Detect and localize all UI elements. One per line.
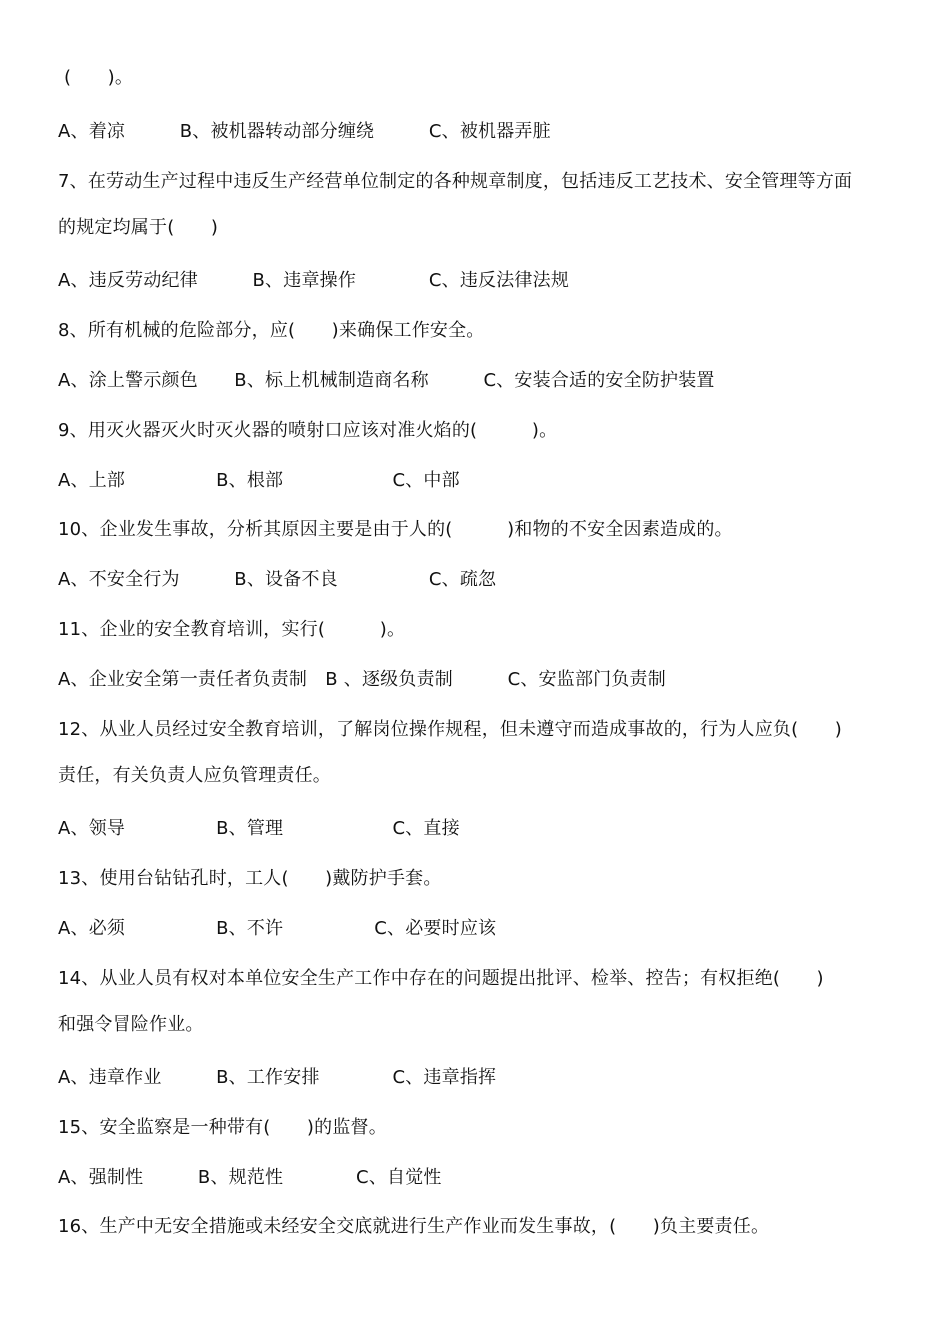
q8-stem: 8、所有机械的危险部分，应( )来确保工作安全。 <box>58 320 485 341</box>
q7-options: A、违反劳动纪律 B、违章操作 C、违反法律法规 <box>58 270 570 291</box>
q7-stem: 7、在劳动生产过程中违反生产经营单位制定的各种规章制度，包括违反工艺技术、安全管理等方面 <box>58 171 853 192</box>
q12-stem-continuation: 责任，有关负责人应负管理责任。 <box>58 765 331 786</box>
q13-stem: 13、使用台钻钻孔时，工人( )戴防护手套。 <box>58 868 442 889</box>
q11-stem: 11、企业的安全教育培训，实行( )。 <box>58 619 406 640</box>
q9-stem: 9、用灭火器灭火时灭火器的喷射口应该对准火焰的( )。 <box>58 420 558 441</box>
q11-options: A、企业安全第一责任者负责制 B 、逐级负责制 C、安监部门负责制 <box>58 669 666 690</box>
q8-options: A、涂上警示颜色 B、标上机械制造商名称 C、安装合适的安全防护装置 <box>58 370 715 391</box>
q9-options: A、上部 B、根部 C、中部 <box>58 470 460 491</box>
q7-stem-continuation: 的规定均属于( ) <box>58 217 219 238</box>
q15-stem: 15、安全监察是一种带有( )的监督。 <box>58 1117 387 1138</box>
q14-stem-continuation: 和强令冒险作业。 <box>58 1014 204 1035</box>
q12-stem: 12、从业人员经过安全教育培训，了解岗位操作规程，但未遵守而造成事故的，行为人应负( ) <box>58 719 842 740</box>
q14-stem: 14、从业人员有权对本单位安全生产工作中存在的问题提出批评、检举、控告；有权拒绝( ) <box>58 968 824 989</box>
q6-stem-continuation: ( )。 <box>64 67 134 88</box>
q10-options: A、不安全行为 B、设备不良 C、疏忽 <box>58 569 497 590</box>
q15-options: A、强制性 B、规范性 C、自觉性 <box>58 1167 442 1188</box>
q13-options: A、必须 B、不许 C、必要时应该 <box>58 918 497 939</box>
q10-stem: 10、企业发生事故，分析其原因主要是由于人的( )和物的不安全因素造成的。 <box>58 519 733 540</box>
q6-options: A、着凉 B、被机器转动部分缠绕 C、被机器弄脏 <box>58 121 551 142</box>
q12-options: A、领导 B、管理 C、直接 <box>58 818 460 839</box>
q14-options: A、违章作业 B、工作安排 C、违章指挥 <box>58 1067 497 1088</box>
q16-stem: 16、生产中无安全措施或未经安全交底就进行生产作业而发生事故，( )负主要责任。 <box>58 1216 770 1237</box>
